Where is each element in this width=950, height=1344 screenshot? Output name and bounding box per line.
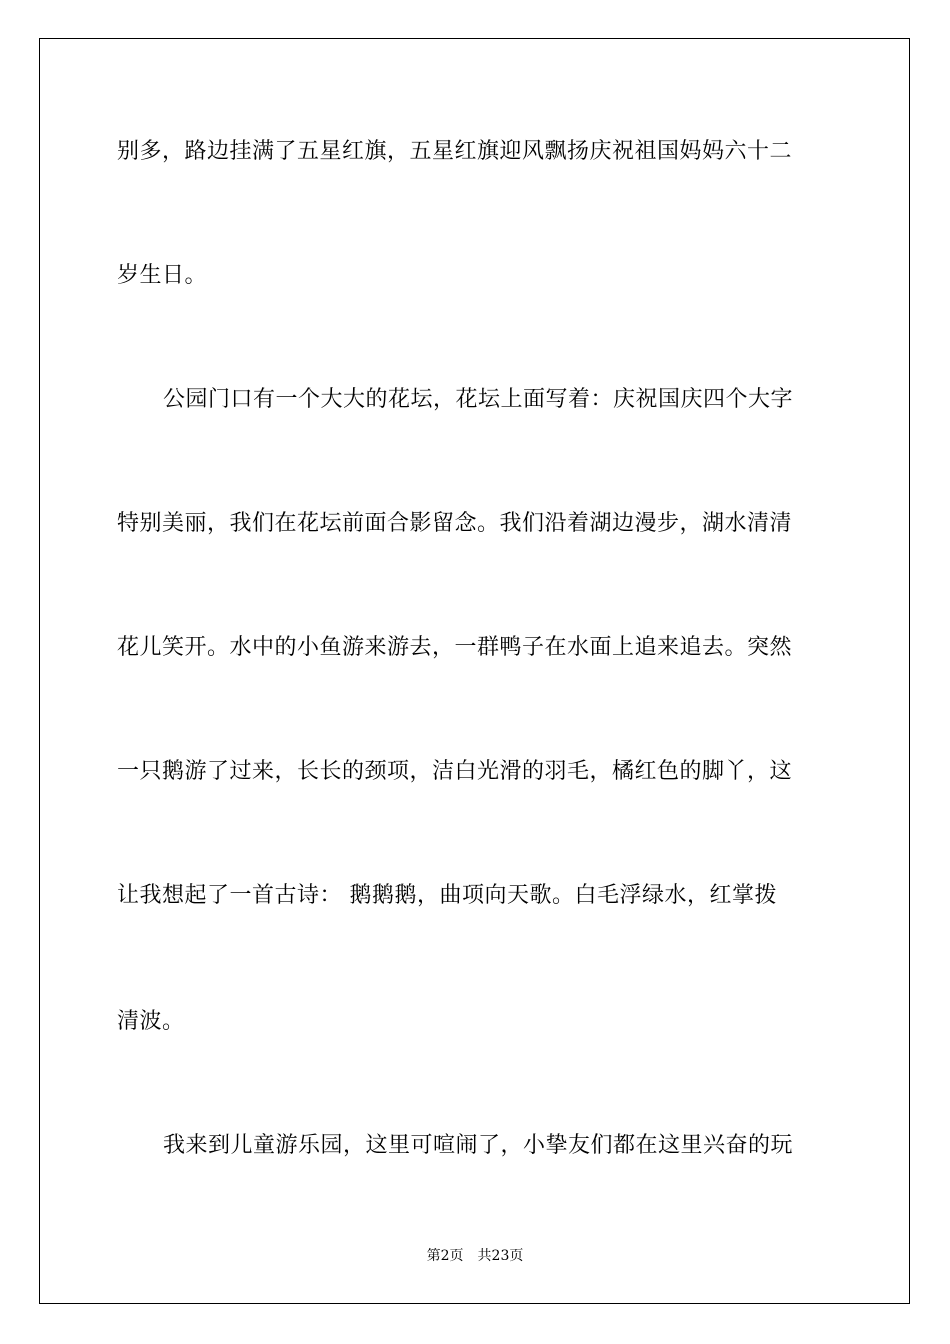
text-line: 让我想起了一首古诗： 鹅鹅鹅，曲项向天歌。白毛浮绿水，红掌拨 (117, 883, 777, 908)
text-line: 清波。 (117, 1009, 185, 1034)
paragraph-start-line: 我来到儿童游乐园，这里可喧闹了，小挚友们都在这里兴奋的玩 (163, 1133, 794, 1158)
page-footer (0, 1246, 950, 1266)
text-line: 特别美丽，我们在花坛前面合影留念。我们沿着湖边漫步，湖水清清 (117, 511, 793, 536)
page-border (39, 38, 910, 1304)
text-line: 花儿笑开。水中的小鱼游来游去，一群鸭子在水面上追来追去。突然 (117, 635, 793, 660)
text-line: 岁生日。 (117, 263, 208, 288)
paragraph-start-line: 公园门口有一个大大的花坛，花坛上面写着：庆祝国庆四个大字 (163, 387, 794, 412)
text-line: 别多，路边挂满了五星红旗，五星红旗迎风飘扬庆祝祖国妈妈六十二 (117, 139, 793, 164)
text-line: 一只鹅游了过来，长长的颈项，洁白光滑的羽毛，橘红色的脚丫，这 (117, 759, 793, 784)
page-number: 第2页 (426, 1248, 464, 1264)
total-pages: 共23页 (477, 1248, 524, 1264)
